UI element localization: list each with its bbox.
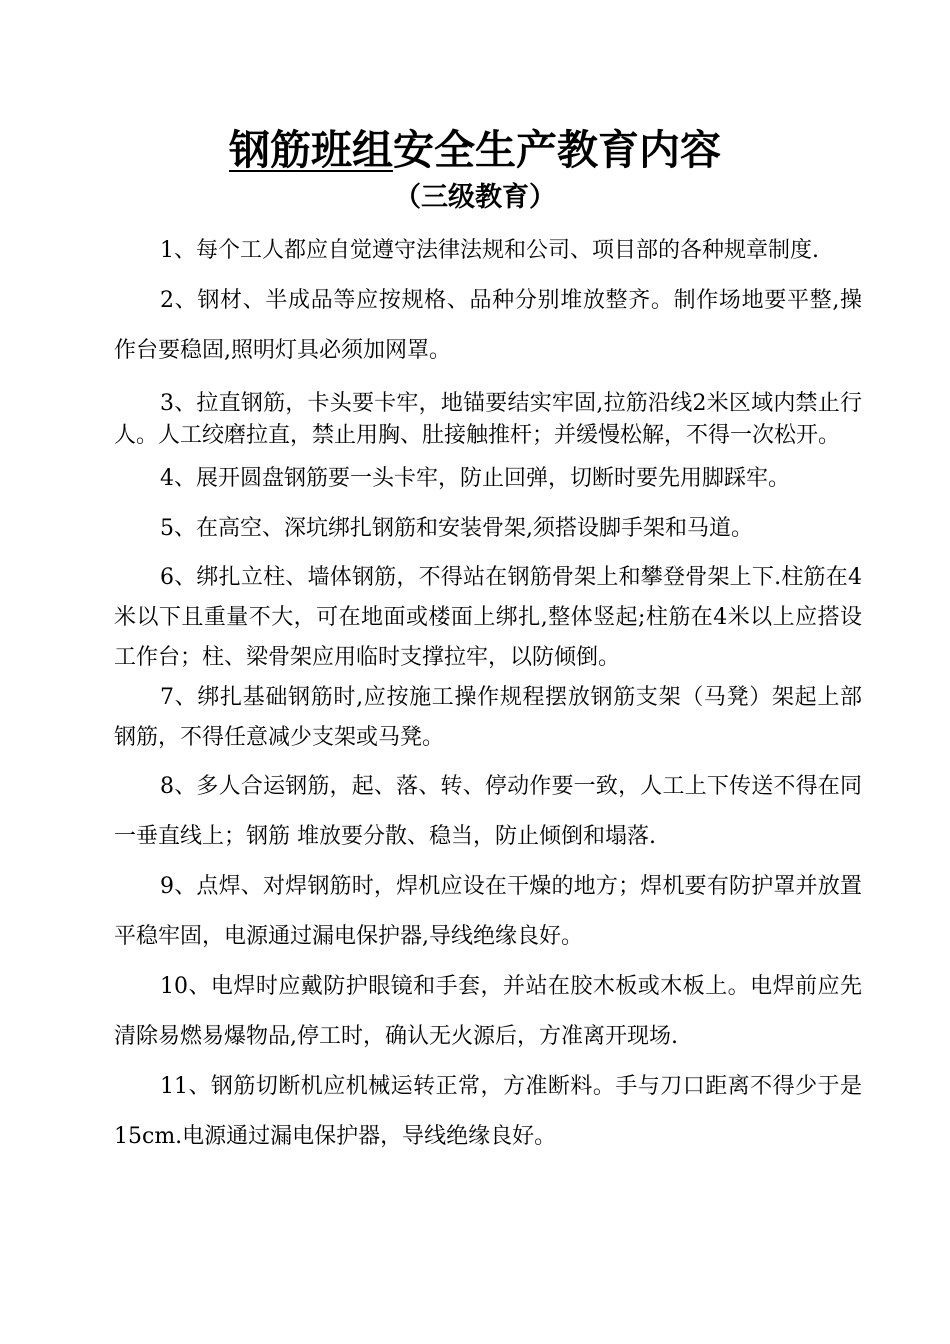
paragraph-7: 7、绑扎基础钢筋时,应按施工操作规程摆放钢筋支架（马凳）架起上部钢筋，不得任意减少支架或马凳。	[114, 685, 862, 750]
paragraph-2: 2、钢材、半成品等应按规格、品种分别堆放整齐。制作场地要平整,操作台要稳固,照明灯具必须加网罩。	[114, 288, 862, 363]
page-title	[0, 122, 950, 178]
title-underlined-part: 钢筋班组	[229, 126, 393, 174]
paragraph-11: 11、钢筋切断机应机械运转正常，方准断料。手与刀口距离不得少于是15cm.电源通过漏电保护器，导线绝缘良好。	[114, 1074, 862, 1149]
paragraph-1: 1、每个工人都应自觉遵守法律法规和公司、项目部的各种规章制度.	[160, 238, 819, 263]
paragraph-5: 5、在高空、深坑绑扎钢筋和安装骨架,须搭设脚手架和马道。	[160, 516, 753, 541]
paragraph-9: 9、点焊、对焊钢筋时，焊机应设在干燥的地方；焊机要有防护罩并放置平稳牢固，电源通过漏电保护器,导线绝缘良好。	[114, 874, 862, 949]
paragraph-3: 3、拉直钢筋，卡头要卡牢，地锚要结实牢固,拉筋沿线2米区域内禁止行人。人工绞磨拉直，禁止用胸、肚接触推杆；并缓慢松解，不得一次松开。	[114, 391, 862, 448]
paragraph-8: 8、多人合运钢筋，起、落、转、停动作要一致，人工上下传送不得在同一垂直线上；钢筋 堆放要分散、稳当，防止倾倒和塌落.	[114, 774, 862, 849]
title-rest-part: 安全生产教育内容	[393, 126, 721, 174]
page-subtitle: （三级教育）	[394, 182, 556, 213]
document-body	[114, 226, 862, 1162]
paragraph-6: 6、绑扎立柱、墙体钢筋，不得站在钢筋骨架上和攀登骨架上下.柱筋在4米以下且重量不大，可在地面或楼面上绑扎,整体竖起;柱筋在4米以上应搭设工作台；柱、梁骨架应用临时支撑拉牢，以防倾倒。	[114, 565, 862, 670]
paragraph-10: 10、电焊时应戴防护眼镜和手套，并站在胶木板或木板上。电焊前应先清除易燃易爆物品,停工时，确认无火源后，方准离开现场.	[114, 974, 862, 1049]
paragraph-4: 4、展开圆盘钢筋要一头卡牢，防止回弹，切断时要先用脚踩牢。	[160, 466, 790, 491]
